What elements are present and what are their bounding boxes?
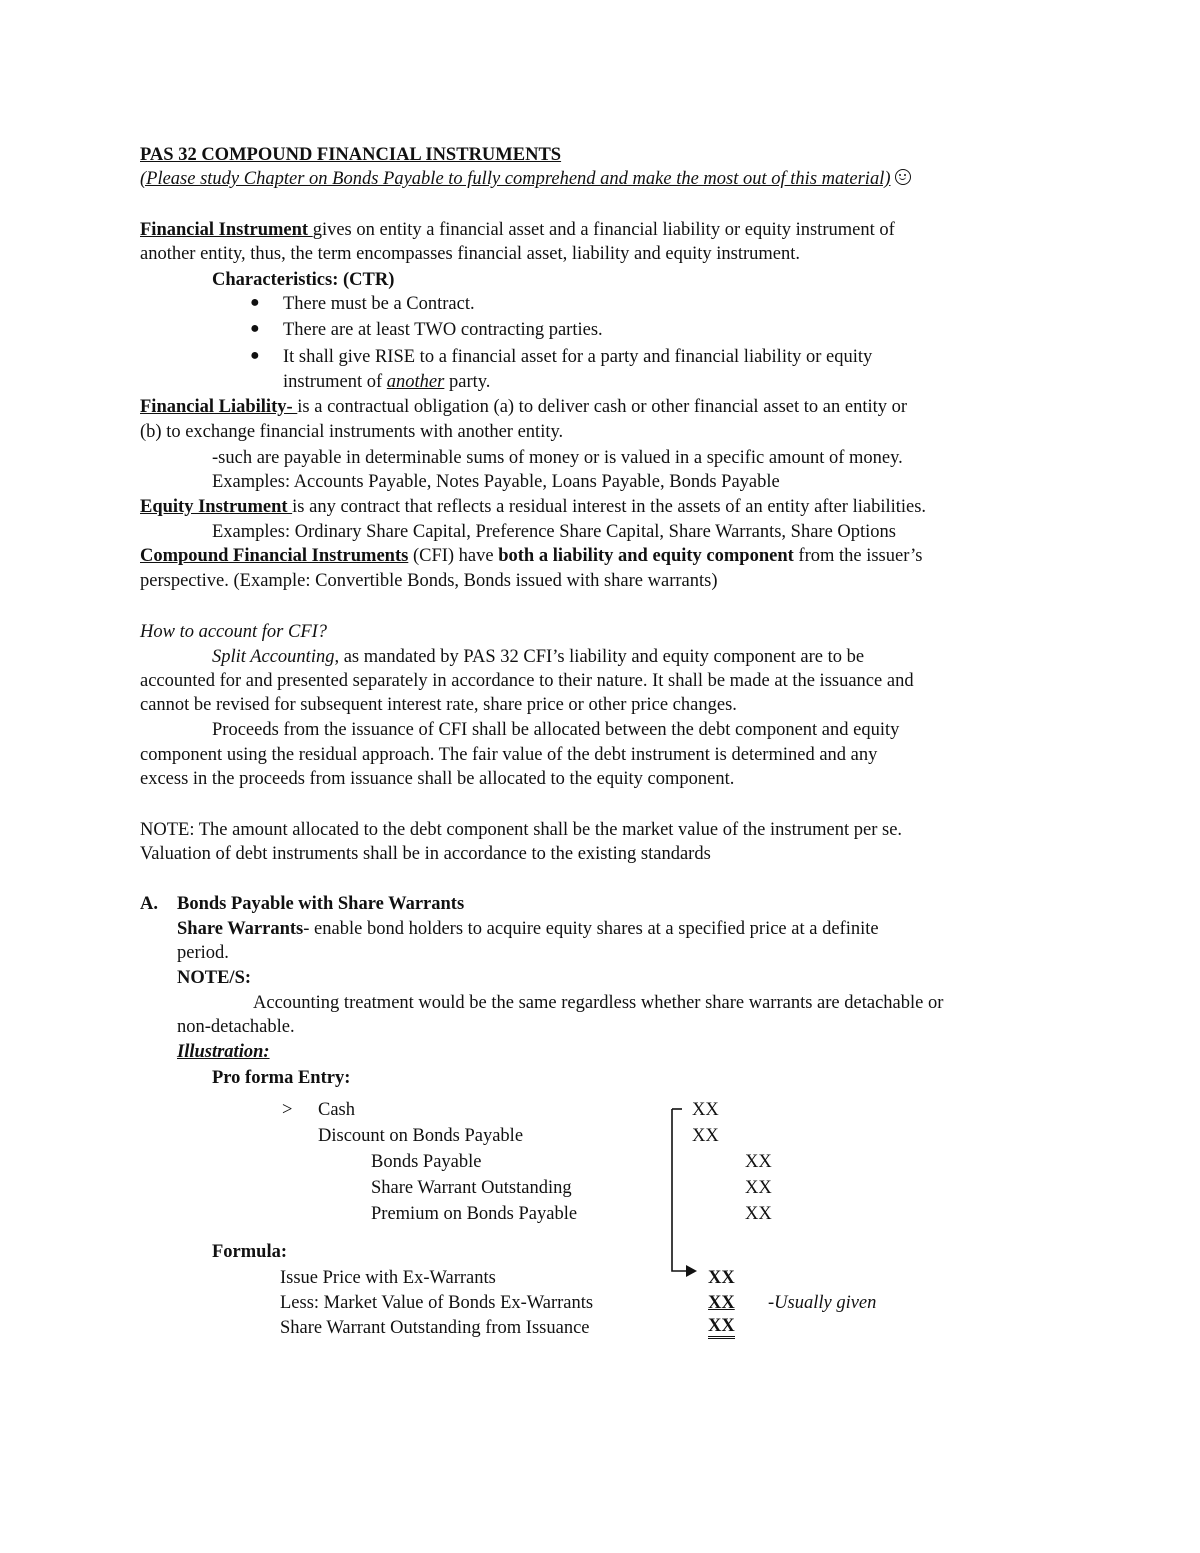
share-warrants-term: Share Warrants bbox=[177, 919, 304, 939]
fl-term: Financial Liability- bbox=[140, 397, 298, 417]
entry-account: Share Warrant Outstanding bbox=[371, 1178, 572, 1198]
bullet-3-continued bbox=[283, 370, 490, 394]
fl-line-3: -such are payable in determinable sums of money or is valued in a specific amount of money. bbox=[212, 448, 903, 468]
how-to-p2-line-1: Proceeds from the issuance of CFI shall be allocated between the debt component and equity bbox=[212, 720, 900, 740]
share-warrants-line-2: period. bbox=[177, 943, 229, 963]
notes-line-2: non-detachable. bbox=[177, 1017, 295, 1037]
formula-label: Less: Market Value of Bonds Ex-Warrants bbox=[280, 1293, 594, 1313]
section-a-heading: Bonds Payable with Share Warrants bbox=[177, 894, 465, 914]
formula-amount-underlined: XX bbox=[708, 1293, 735, 1313]
bullet-3: It shall give RISE to a financial asset for a party and financial liability or equity bbox=[283, 347, 873, 367]
entry-credit-amount: XX bbox=[745, 1152, 772, 1172]
share-warrants-line-1 bbox=[177, 917, 879, 941]
bullet-icon: ● bbox=[250, 294, 260, 311]
notes-heading: NOTE/S: bbox=[177, 968, 252, 988]
how-to-p1-line-3: cannot be revised for subsequent interest rate, share price or other price changes. bbox=[140, 695, 737, 715]
ei-term: Equity Instrument bbox=[140, 497, 293, 517]
formula-label: Share Warrant Outstanding from Issuance bbox=[280, 1318, 590, 1338]
how-to-p1-line-2: accounted for and presented separately in accordance to their nature. It shall be made at the issuance and bbox=[140, 671, 914, 691]
bullet-3-pre: instrument of bbox=[283, 372, 387, 392]
illustration-heading: Illustration: bbox=[177, 1042, 270, 1062]
smiley-icon bbox=[895, 169, 911, 185]
formula-total-value: XX bbox=[708, 1316, 735, 1339]
note-line-2: Valuation of debt instruments shall be in accordance to the existing standards bbox=[140, 844, 711, 864]
cfi-line-1 bbox=[140, 544, 922, 568]
ei-line-1 bbox=[140, 495, 926, 519]
fl-examples: Examples: Accounts Payable, Notes Payable, Loans Payable, Bonds Payable bbox=[212, 472, 780, 492]
how-to-p2-line-3: excess in the proceeds from issuance shall be allocated to the equity component. bbox=[140, 769, 735, 789]
formula-amount-total bbox=[708, 1316, 735, 1336]
characteristics-heading: Characteristics: (CTR) bbox=[212, 270, 395, 290]
fl-line-1 bbox=[140, 395, 907, 419]
entry-account: Cash bbox=[318, 1100, 355, 1120]
bullet-icon: ● bbox=[250, 347, 260, 364]
notes-line-1: Accounting treatment would be the same regardless whether share warrants are detachable or bbox=[253, 993, 944, 1013]
ei-examples: Examples: Ordinary Share Capital, Preference Share Capital, Share Warrants, Share Options bbox=[212, 522, 896, 542]
fi-line-2: another entity, thus, the term encompasses financial asset, liability and equity instrument. bbox=[140, 244, 801, 264]
fl-line-2: (b) to exchange financial instruments with another entity. bbox=[140, 422, 564, 442]
bullet-icon: ● bbox=[250, 320, 260, 337]
section-a-label: A. bbox=[140, 894, 158, 914]
share-warrants-text: - enable bond holders to acquire equity shares at a specified price at a definite bbox=[303, 919, 879, 939]
split-accounting: Split Accounting bbox=[212, 647, 335, 667]
entry-account: Bonds Payable bbox=[371, 1152, 482, 1172]
bullet-2: There are at least TWO contracting parties. bbox=[283, 320, 603, 340]
ei-text-1: is any contract that reflects a residual interest in the assets of an entity after liabilities. bbox=[292, 497, 927, 517]
subtitle bbox=[140, 167, 911, 191]
cfi-end: from the issuer’s bbox=[793, 546, 923, 566]
entry-debit-amount: XX bbox=[692, 1100, 719, 1120]
entry-credit-amount: XX bbox=[745, 1204, 772, 1224]
cfi-bold: both a liability and equity component bbox=[498, 546, 794, 566]
page-title: PAS 32 COMPOUND FINANCIAL INSTRUMENTS bbox=[140, 145, 562, 165]
how-to-p1-text: , as mandated by PAS 32 CFI’s liability and equity component are to be bbox=[334, 647, 865, 667]
pro-forma-heading: Pro forma Entry: bbox=[212, 1068, 351, 1088]
fl-text-1: is a contractual obligation (a) to deliver cash or other financial asset to an entity or bbox=[297, 397, 908, 417]
cfi-term: Compound Financial Instruments bbox=[140, 546, 409, 566]
bullet-1: There must be a Contract. bbox=[283, 294, 475, 314]
entry-account: Discount on Bonds Payable bbox=[318, 1126, 524, 1146]
entry-credit-amount: XX bbox=[745, 1178, 772, 1198]
how-to-p2-line-2: component using the residual approach. The fair value of the debt instrument is determined and any bbox=[140, 745, 878, 765]
formula-heading: Formula: bbox=[212, 1242, 288, 1262]
arrow-head-icon bbox=[686, 1265, 697, 1277]
arrow-marker: > bbox=[282, 1100, 293, 1120]
note-line-1: NOTE: The amount allocated to the debt component shall be the market value of the instrument per se. bbox=[140, 820, 903, 840]
bullet-3-emphasis: another bbox=[386, 372, 445, 392]
usually-given-note: -Usually given bbox=[768, 1293, 877, 1313]
formula-amount: XX bbox=[708, 1268, 735, 1288]
how-to-p1-line-1 bbox=[212, 645, 864, 669]
fi-text-1: gives on entity a financial asset and a financial liability or equity instrument of bbox=[312, 220, 895, 240]
fi-term: Financial Instrument bbox=[140, 220, 313, 240]
cfi-line-2: perspective. (Example: Convertible Bonds, Bonds issued with share warrants) bbox=[140, 571, 718, 591]
cfi-mid: (CFI) have bbox=[408, 546, 499, 566]
bullet-3-post: party. bbox=[444, 372, 491, 392]
fi-line-1 bbox=[140, 218, 895, 242]
how-to-question: How to account for CFI? bbox=[140, 622, 328, 642]
entry-account: Premium on Bonds Payable bbox=[371, 1204, 578, 1224]
formula-label: Issue Price with Ex-Warrants bbox=[280, 1268, 496, 1288]
entry-debit-amount: XX bbox=[692, 1126, 719, 1146]
subtitle-text: (Please study Chapter on Bonds Payable to fully comprehend and make the most out of this material) bbox=[140, 169, 891, 189]
